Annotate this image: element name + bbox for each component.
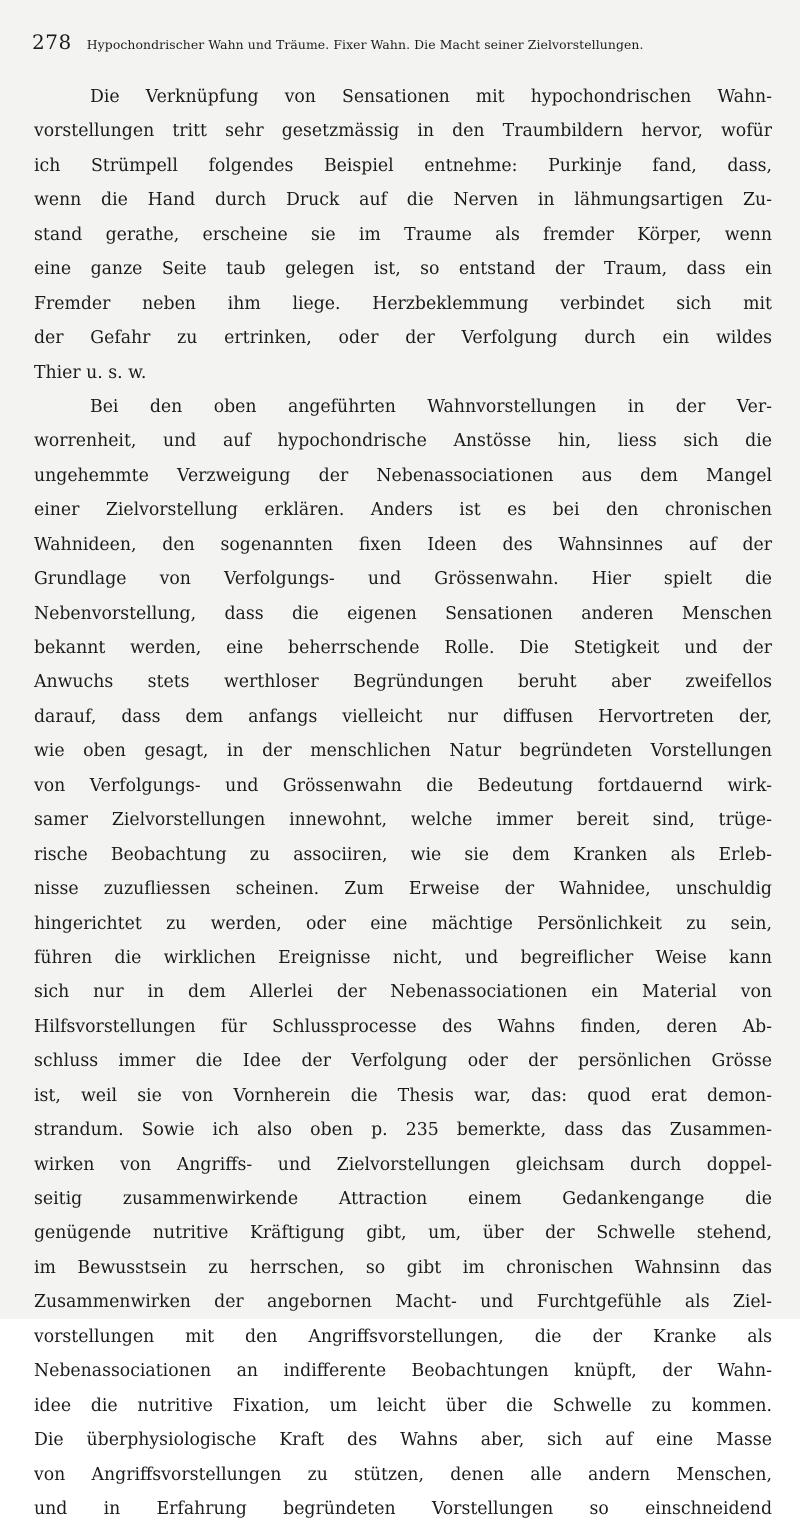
text-line: stand gerathe, erscheine sie im Traume als fremder Körper, wenn bbox=[34, 224, 772, 245]
text-line: Fremder neben ihm liege. Herzbeklemmung verbindet sich mit bbox=[34, 293, 772, 314]
text-line: ungehemmte Verzweigung der Nebenassociationen aus dem Mangel bbox=[34, 465, 772, 486]
text-line: rische Beobachtung zu associiren, wie sie dem Kranken als Erleb- bbox=[34, 844, 772, 865]
paragraph bbox=[34, 80, 772, 390]
text-line: wirken von Angriffs- und Zielvorstellungen gleichsam durch doppel- bbox=[34, 1154, 772, 1175]
text-line: Zusammenwirken der angebornen Macht- und Furchtgefühle als Ziel- bbox=[34, 1292, 772, 1313]
text-line: Hilfsvorstellungen für Schlussprocesse des Wahns finden, deren Ab- bbox=[34, 1016, 772, 1037]
text-line: Bei den oben angeführten Wahnvorstellungen in der Ver- bbox=[90, 396, 772, 417]
text-line: von Angriffsvorstellungen zu stützen, denen alle andern Menschen, bbox=[34, 1464, 772, 1485]
text-line: der Gefahr zu ertrinken, oder der Verfolgung durch ein wildes bbox=[34, 328, 772, 349]
page-number: 278 bbox=[32, 30, 72, 54]
text-line: worrenheit, und auf hypochondrische Anstösse hin, liess sich die bbox=[34, 431, 772, 452]
text-line: darauf, dass dem anfangs vielleicht nur diffusen Hervortreten der, bbox=[34, 706, 772, 727]
text-line: seitig zusammenwirkende Attraction einem Gedankengange die bbox=[34, 1189, 772, 1209]
text-line: Grundlage von Verfolgungs- und Grössenwahn. Hier spielt die bbox=[34, 569, 772, 590]
text-line: vorstellungen tritt sehr gesetzmässig in den Traumbildern hervor, wofür bbox=[34, 121, 772, 142]
text-line: im Bewusstsein zu herrschen, so gibt im chronischen Wahnsinn das bbox=[34, 1257, 772, 1278]
text-line: Nebenassociationen an indifferente Beobachtungen knüpft, der Wahn- bbox=[34, 1361, 772, 1382]
text-line: ich Strümpell folgendes Beispiel entnehme: Purkinje fand, dass, bbox=[34, 155, 772, 176]
text-line: samer Zielvorstellungen innewohnt, welche immer bereit sind, trüge- bbox=[34, 810, 772, 831]
text-line: und in Erfahrung begründeten Vorstellungen so einschneidend bbox=[34, 1498, 772, 1519]
text-line: Wahnideen, den sogenannten fixen Ideen des Wahnsinnes auf der bbox=[34, 534, 772, 555]
text-line: hingerichtet zu werden, oder eine mächtige Persönlichkeit zu sein, bbox=[34, 913, 772, 934]
text-line: Die Verknüpfung von Sensationen mit hypochondrischen Wahn- bbox=[90, 87, 772, 107]
text-line: Die überphysiologische Kraft des Wahns aber, sich auf eine Masse bbox=[34, 1430, 772, 1451]
body-text bbox=[34, 80, 772, 1526]
text-line: ist, weil sie von Vornherein die Thesis war, das: quod erat demon- bbox=[34, 1085, 772, 1106]
text-line: strandum. Sowie ich also oben p. 235 bemerkte, dass das Zusammen- bbox=[34, 1120, 772, 1141]
running-head bbox=[32, 30, 772, 54]
text-line: Thier u. s. w. bbox=[34, 362, 147, 383]
text-line: Anwuchs stets werthloser Begründungen beruht aber zweifellos bbox=[34, 672, 772, 693]
text-line: sich nur in dem Allerlei der Nebenassociationen ein Material von bbox=[34, 982, 772, 1003]
text-line: schluss immer die Idee der Verfolgung oder der persönlichen Grösse bbox=[34, 1051, 772, 1072]
text-line: idee die nutritive Fixation, um leicht über die Schwelle zu kommen. bbox=[34, 1395, 772, 1416]
text-line: bekannt werden, eine beherrschende Rolle. Die Stetigkeit und der bbox=[34, 638, 772, 658]
text-line: von Verfolgungs- und Grössenwahn die Bedeutung fortdauernd wirk- bbox=[34, 775, 772, 796]
text-line: vorstellungen mit den Angriffsvorstellungen, die der Kranke als bbox=[34, 1326, 772, 1347]
text-line: wie oben gesagt, in der menschlichen Natur begründeten Vorstellungen bbox=[34, 741, 772, 762]
text-line: Nebenvorstellung, dass die eigenen Sensationen anderen Menschen bbox=[34, 603, 772, 624]
running-title: Hypochondrischer Wahn und Träume. Fixer Wahn. Die Macht seiner Zielvorstellungen. bbox=[86, 37, 644, 52]
paragraph bbox=[34, 390, 772, 1526]
text-line: führen die wirklichen Ereignisse nicht, und begreiflicher Weise kann bbox=[34, 947, 772, 968]
text-line: einer Zielvorstellung erklären. Anders ist es bei den chronischen bbox=[34, 500, 772, 521]
text-line: wenn die Hand durch Druck auf die Nerven in lähmungsartigen Zu- bbox=[34, 190, 772, 211]
text-line: nisse zuzufliessen scheinen. Zum Erweise der Wahnidee, unschuldig bbox=[34, 879, 772, 900]
text-line: genügende nutritive Kräftigung gibt, um, über der Schwelle stehend, bbox=[34, 1223, 772, 1244]
text-line: eine ganze Seite taub gelegen ist, so entstand der Traum, dass ein bbox=[34, 259, 772, 280]
